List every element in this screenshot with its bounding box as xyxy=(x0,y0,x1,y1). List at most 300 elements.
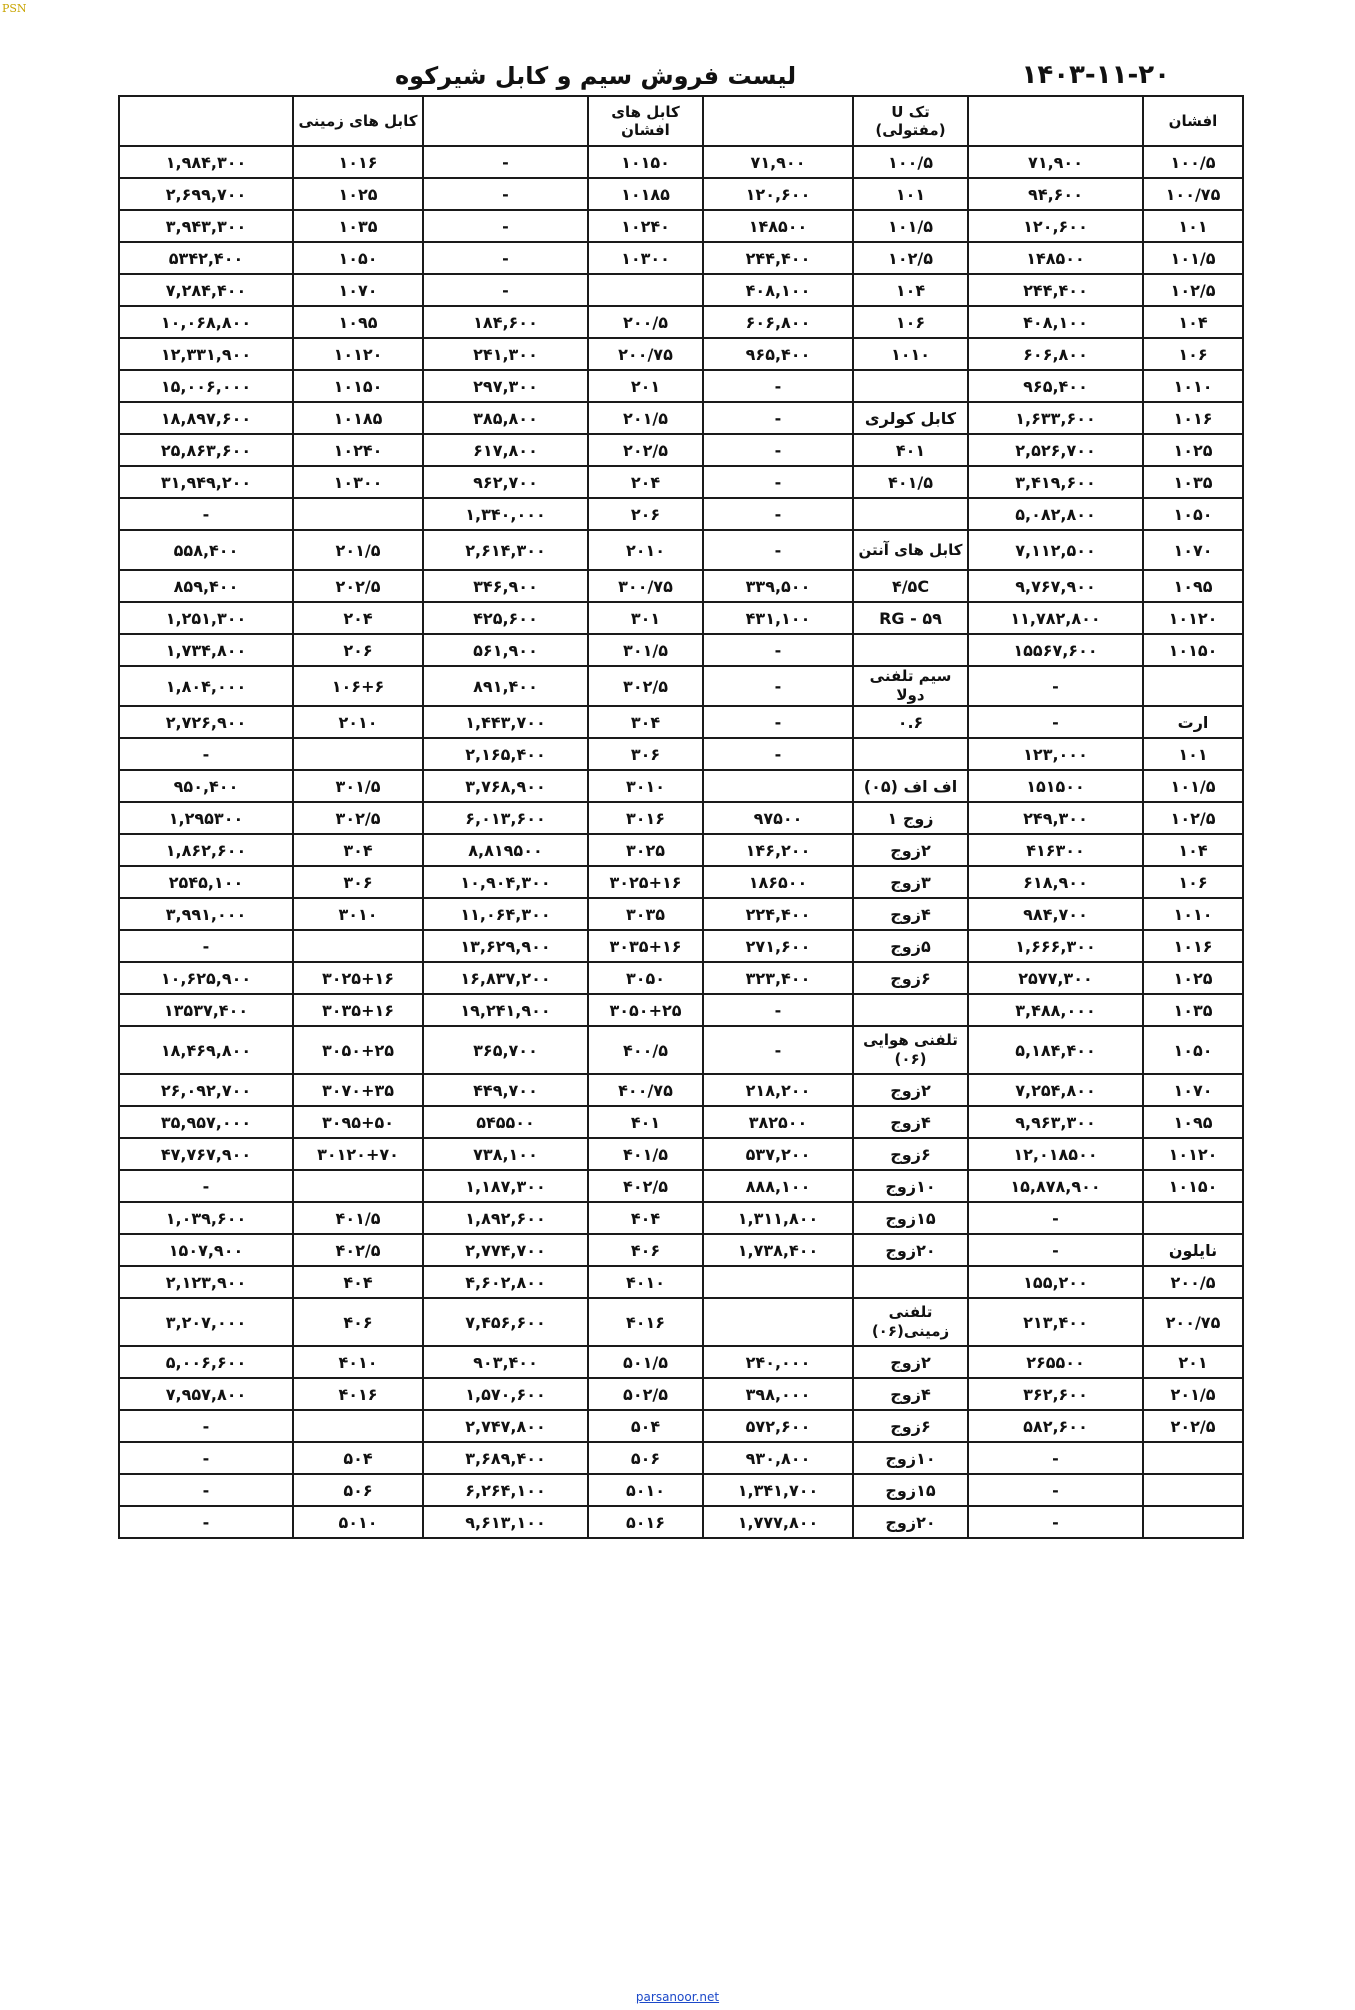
table-cell: ۱۰۱۲۰ xyxy=(1143,1138,1243,1170)
table-cell: ۳۳۹,۵۰۰ xyxy=(703,570,853,602)
table-cell: تلفنی زمینی(۰۶) xyxy=(853,1298,968,1346)
table-cell: ۱۵۰۷,۹۰۰ xyxy=(119,1234,293,1266)
table-cell: ۱,۳۴۰,۰۰۰ xyxy=(423,498,588,530)
table-cell: ۳۰۴ xyxy=(588,706,703,738)
column-header: کابل های افشان xyxy=(588,96,703,146)
column-header xyxy=(423,96,588,146)
table-cell: ۱۰۲۵ xyxy=(293,178,423,210)
table-cell xyxy=(703,770,853,802)
table-cell: ۲۰۴ xyxy=(588,466,703,498)
table-cell: ۱,۸۶۲,۶۰۰ xyxy=(119,834,293,866)
table-cell: - xyxy=(703,666,853,706)
website-link[interactable]: parsanoor.net xyxy=(635,1990,720,2004)
table-cell: ۳,۴۸۸,۰۰۰ xyxy=(968,994,1143,1026)
table-cell: کابل های آنتن xyxy=(853,530,968,570)
table-cell: ۳۰۲۵+۱۶ xyxy=(588,866,703,898)
table-cell: ۳۹۸,۰۰۰ xyxy=(703,1378,853,1410)
table-cell xyxy=(1143,1442,1243,1474)
table-cell: ۴۴۹,۷۰۰ xyxy=(423,1074,588,1106)
table-row xyxy=(119,1346,1243,1378)
table-cell: - xyxy=(119,498,293,530)
table-cell: - xyxy=(423,274,588,306)
price-table xyxy=(118,95,1244,1539)
table-cell: ۰.۶ xyxy=(853,706,968,738)
table-cell: ۱۰زوج xyxy=(853,1442,968,1474)
table-cell: ۱۰۷۰ xyxy=(293,274,423,306)
table-cell: تلفنی هوایی (۰۶) xyxy=(853,1026,968,1074)
table-cell: ۲۰۶ xyxy=(293,634,423,666)
table-cell: ۱۰۱/۵ xyxy=(853,210,968,242)
table-cell: - xyxy=(119,1506,293,1538)
table-cell: ۶۱۷,۸۰۰ xyxy=(423,434,588,466)
table-cell: ۴۲۵,۶۰۰ xyxy=(423,602,588,634)
table-cell: ۲,۶۱۴,۳۰۰ xyxy=(423,530,588,570)
table-cell: ۶۰۶,۸۰۰ xyxy=(703,306,853,338)
table-cell: ۵۰۴ xyxy=(588,1410,703,1442)
table-row xyxy=(119,498,1243,530)
table-cell xyxy=(853,738,968,770)
table-row xyxy=(119,210,1243,242)
table-cell: ۴۰۱۶ xyxy=(588,1298,703,1346)
table-cell: ۱۰۳۵ xyxy=(1143,466,1243,498)
table-cell: ۲۰۱/۵ xyxy=(293,530,423,570)
table-cell: ۲۴۱,۳۰۰ xyxy=(423,338,588,370)
table-cell: ۱,۳۱۱,۸۰۰ xyxy=(703,1202,853,1234)
table-row xyxy=(119,930,1243,962)
table-cell: ۷,۱۱۲,۵۰۰ xyxy=(968,530,1143,570)
table-row xyxy=(119,1474,1243,1506)
table-row xyxy=(119,1378,1243,1410)
table-cell: ۳,۴۱۹,۶۰۰ xyxy=(968,466,1143,498)
table-cell xyxy=(853,994,968,1026)
table-cell: ۱۰۱۰ xyxy=(1143,370,1243,402)
table-cell: ۷۳۸,۱۰۰ xyxy=(423,1138,588,1170)
table-cell: ۱,۰۳۹,۶۰۰ xyxy=(119,1202,293,1234)
table-cell: ۱,۲۹۵۳۰۰ xyxy=(119,802,293,834)
table-cell: ۳۰۴ xyxy=(293,834,423,866)
table-cell: - xyxy=(119,1442,293,1474)
table-cell: ۵۰۲/۵ xyxy=(588,1378,703,1410)
table-cell: ۲۰۰/۷۵ xyxy=(588,338,703,370)
table-cell: ۱۰۶ xyxy=(1143,338,1243,370)
table-cell: ۳۵,۹۵۷,۰۰۰ xyxy=(119,1106,293,1138)
table-cell: ۲۰۲/۵ xyxy=(293,570,423,602)
table-cell: ۱۰۵۰ xyxy=(1143,498,1243,530)
table-cell: ۱۰۱۶ xyxy=(293,146,423,178)
table-cell: ۱۰۹۵ xyxy=(1143,570,1243,602)
table-cell: ۱۰۱۶ xyxy=(1143,930,1243,962)
table-cell: ۱۰۹۵ xyxy=(1143,1106,1243,1138)
table-cell: ۳۰۲/۵ xyxy=(588,666,703,706)
table-cell: ۳۰۷۰+۳۵ xyxy=(293,1074,423,1106)
table-cell xyxy=(1143,666,1243,706)
date-label: ۱۴۰۳-۱۱-۲۰ xyxy=(1021,60,1170,90)
table-cell xyxy=(1143,1202,1243,1234)
table-cell: - xyxy=(703,530,853,570)
table-cell: ۱۰,۶۲۵,۹۰۰ xyxy=(119,962,293,994)
table-cell xyxy=(703,1266,853,1298)
table-cell: ۹۸۴,۷۰۰ xyxy=(968,898,1143,930)
table-cell: ۱۰۱۸۵ xyxy=(293,402,423,434)
table-cell: ۱۰۵۰ xyxy=(293,242,423,274)
table-cell: ۱۸,۴۶۹,۸۰۰ xyxy=(119,1026,293,1074)
table-cell: ۳۰۱۰ xyxy=(293,898,423,930)
table-cell: ۲۷۱,۶۰۰ xyxy=(703,930,853,962)
table-cell: - xyxy=(968,706,1143,738)
table-cell xyxy=(1143,1474,1243,1506)
table-cell: ۲۴۹,۳۰۰ xyxy=(968,802,1143,834)
table-cell: نایلون xyxy=(1143,1234,1243,1266)
table-row xyxy=(119,1410,1243,1442)
table-cell: ۱۰۲۵ xyxy=(1143,434,1243,466)
table-row xyxy=(119,570,1243,602)
table-cell: - xyxy=(423,242,588,274)
table-cell: - xyxy=(703,738,853,770)
table-cell: - xyxy=(968,1202,1143,1234)
table-cell: ۸۹۱,۴۰۰ xyxy=(423,666,588,706)
table-cell: ۴۱۶۳۰۰ xyxy=(968,834,1143,866)
table-cell: ۲زوج xyxy=(853,1074,968,1106)
table-cell xyxy=(293,1410,423,1442)
table-cell: ۲۰۱/۵ xyxy=(588,402,703,434)
table-cell: ۳۰۵۰ xyxy=(588,962,703,994)
table-cell: ۴۰۶ xyxy=(588,1234,703,1266)
table-cell: ۴۰۱۰ xyxy=(588,1266,703,1298)
table-cell: ۱۵زوج xyxy=(853,1474,968,1506)
table-cell: ۱۵زوج xyxy=(853,1202,968,1234)
table-cell: ۳۲۳,۴۰۰ xyxy=(703,962,853,994)
table-cell: ۲۰۱ xyxy=(588,370,703,402)
table-cell: ۴۰۴ xyxy=(293,1266,423,1298)
table-cell: ۶۱۸,۹۰۰ xyxy=(968,866,1143,898)
table-cell: ۲,۶۹۹,۷۰۰ xyxy=(119,178,293,210)
column-header xyxy=(119,96,293,146)
table-row xyxy=(119,338,1243,370)
table-cell: ۱۵۵۶۷,۶۰۰ xyxy=(968,634,1143,666)
table-cell: ۳۰۵۰+۲۵ xyxy=(588,994,703,1026)
table-cell: ۵۰۶ xyxy=(588,1442,703,1474)
table-cell: ۳۸۲۵۰۰ xyxy=(703,1106,853,1138)
table-cell: ۹۴,۶۰۰ xyxy=(968,178,1143,210)
table-row xyxy=(119,634,1243,666)
table-cell: ۲۰۱۰ xyxy=(293,706,423,738)
table-cell: - xyxy=(703,370,853,402)
table-cell: ۱۰زوج xyxy=(853,1170,968,1202)
table-row xyxy=(119,994,1243,1026)
table-cell: - xyxy=(119,1170,293,1202)
table-cell: ۴۰۱/۵ xyxy=(588,1138,703,1170)
table-cell: ۱۰۳۰۰ xyxy=(588,242,703,274)
table-cell: ۲۰۱۰ xyxy=(588,530,703,570)
table-cell: ۴۰۱ xyxy=(588,1106,703,1138)
table-cell: ۳۱,۹۴۹,۲۰۰ xyxy=(119,466,293,498)
watermark-label: PSN xyxy=(2,2,27,15)
table-cell: ۲۴۴,۴۰۰ xyxy=(968,274,1143,306)
table-cell: ۳۰۵۰+۲۵ xyxy=(293,1026,423,1074)
table-cell: ۲۹۷,۳۰۰ xyxy=(423,370,588,402)
table-cell: ۱۳۵۳۷,۴۰۰ xyxy=(119,994,293,1026)
table-cell: ۲۰۰/۵ xyxy=(588,306,703,338)
table-cell: ۲۰۱/۵ xyxy=(1143,1378,1243,1410)
table-cell: ۱۰۵۰ xyxy=(1143,1026,1243,1074)
table-cell: ارت xyxy=(1143,706,1243,738)
table-cell: ۱۰۴ xyxy=(1143,834,1243,866)
table-cell: ۱۸,۸۹۷,۶۰۰ xyxy=(119,402,293,434)
table-cell: ۸,۸۱۹۵۰۰ xyxy=(423,834,588,866)
table-cell xyxy=(588,274,703,306)
table-cell: ۱,۷۷۷,۸۰۰ xyxy=(703,1506,853,1538)
table-cell: ۱۰۱/۵ xyxy=(1143,770,1243,802)
table-cell: ۱۰۶+۶ xyxy=(293,666,423,706)
table-cell: ۳۰۱/۵ xyxy=(293,770,423,802)
table-cell: ۲۱۳,۴۰۰ xyxy=(968,1298,1143,1346)
table-cell: ۱۴۶,۲۰۰ xyxy=(703,834,853,866)
table-cell: ۷,۴۵۶,۶۰۰ xyxy=(423,1298,588,1346)
table-cell: ۳۰۱/۵ xyxy=(588,634,703,666)
table-cell: ۳۰۳۵+۱۶ xyxy=(293,994,423,1026)
table-row xyxy=(119,898,1243,930)
table-cell: ۹۶۵,۴۰۰ xyxy=(703,338,853,370)
table-row xyxy=(119,770,1243,802)
table-cell: ۴/۵C xyxy=(853,570,968,602)
table-cell: ۲۵۴۵,۱۰۰ xyxy=(119,866,293,898)
footer xyxy=(0,1990,1355,2004)
table-cell: اف اف (۰۵) xyxy=(853,770,968,802)
table-cell: - xyxy=(119,738,293,770)
table-cell: - xyxy=(703,634,853,666)
table-cell: RG - ۵۹ xyxy=(853,602,968,634)
table-cell: ۵,۱۸۴,۴۰۰ xyxy=(968,1026,1143,1074)
table-cell: ۳۰۹۵+۵۰ xyxy=(293,1106,423,1138)
table-cell: ۳۰۲۵+۱۶ xyxy=(293,962,423,994)
table-cell xyxy=(853,1266,968,1298)
table-cell: ۱۶,۸۳۷,۲۰۰ xyxy=(423,962,588,994)
table-cell: ۱۰۳۰۰ xyxy=(293,466,423,498)
table-cell: ۳۰۱۰ xyxy=(588,770,703,802)
table-cell: ۴زوج xyxy=(853,898,968,930)
table-row xyxy=(119,146,1243,178)
table-cell: ۱,۷۳۸,۴۰۰ xyxy=(703,1234,853,1266)
table-cell: ۷۱,۹۰۰ xyxy=(703,146,853,178)
table-cell: ۹۳۰,۸۰۰ xyxy=(703,1442,853,1474)
table-cell: ۷,۹۵۷,۸۰۰ xyxy=(119,1378,293,1410)
table-cell: ۶۰۶,۸۰۰ xyxy=(968,338,1143,370)
table-cell: - xyxy=(703,498,853,530)
table-cell: ۳۶۵,۷۰۰ xyxy=(423,1026,588,1074)
table-cell: ۷۱,۹۰۰ xyxy=(968,146,1143,178)
table-cell: ۴۰۲/۵ xyxy=(293,1234,423,1266)
table-cell: ۳۰۱۲۰+۷۰ xyxy=(293,1138,423,1170)
table-cell: ۴۰۱۶ xyxy=(293,1378,423,1410)
table-cell: ۳۰۳۵+۱۶ xyxy=(588,930,703,962)
table-cell: ۲,۷۲۶,۹۰۰ xyxy=(119,706,293,738)
table-row xyxy=(119,466,1243,498)
table-cell: ۱۰۱ xyxy=(1143,210,1243,242)
table-row xyxy=(119,274,1243,306)
table-cell xyxy=(1143,1506,1243,1538)
column-header: تک U (مفتولی) xyxy=(853,96,968,146)
table-cell: ۳۰۲/۵ xyxy=(293,802,423,834)
table-cell: ۳۰۰/۷۵ xyxy=(588,570,703,602)
table-cell: ۳۰۲۵ xyxy=(588,834,703,866)
table-cell: - xyxy=(968,1506,1143,1538)
table-cell: - xyxy=(423,178,588,210)
table-row xyxy=(119,178,1243,210)
table-cell: ۴۷,۷۶۷,۹۰۰ xyxy=(119,1138,293,1170)
table-cell: ۳۴۶,۹۰۰ xyxy=(423,570,588,602)
table-row xyxy=(119,1138,1243,1170)
table-cell: ۲۰۲/۵ xyxy=(588,434,703,466)
table-cell: ۱۰,۰۶۸,۸۰۰ xyxy=(119,306,293,338)
table-cell: ۱,۶۳۳,۶۰۰ xyxy=(968,402,1143,434)
table-cell xyxy=(853,634,968,666)
table-cell: سیم تلفنی دولا xyxy=(853,666,968,706)
table-cell: - xyxy=(423,146,588,178)
table-cell: ۷,۲۵۴,۸۰۰ xyxy=(968,1074,1143,1106)
table-cell: ۱۰۲۴۰ xyxy=(588,210,703,242)
table-row xyxy=(119,738,1243,770)
table-cell: ۹۰۳,۴۰۰ xyxy=(423,1346,588,1378)
table-cell: ۱۰۷۰ xyxy=(1143,1074,1243,1106)
table-cell: ۱۵,۸۷۸,۹۰۰ xyxy=(968,1170,1143,1202)
table-cell: ۲۶,۰۹۲,۷۰۰ xyxy=(119,1074,293,1106)
table-cell: ۲۰۰/۵ xyxy=(1143,1266,1243,1298)
table-cell: ۱۹,۲۴۱,۹۰۰ xyxy=(423,994,588,1026)
column-header: کابل های زمینی xyxy=(293,96,423,146)
table-cell: ۱۰۹۵ xyxy=(293,306,423,338)
table-cell: ۲۰زوج xyxy=(853,1506,968,1538)
table-cell: ۵۰۱۶ xyxy=(588,1506,703,1538)
table-cell: ۱۰۱۶ xyxy=(1143,402,1243,434)
table-cell: ۶زوج xyxy=(853,1138,968,1170)
table-row xyxy=(119,802,1243,834)
table-cell: ۱۰۱۸۵ xyxy=(588,178,703,210)
table-cell: ۱۲۰,۶۰۰ xyxy=(968,210,1143,242)
table-cell xyxy=(293,930,423,962)
table-cell: ۱۵۱۵۰۰ xyxy=(968,770,1143,802)
table-cell: ۴۰۱ xyxy=(853,434,968,466)
table-cell: ۲۰زوج xyxy=(853,1234,968,1266)
table-cell xyxy=(293,498,423,530)
table-cell: ۱۲۳,۰۰۰ xyxy=(968,738,1143,770)
table-cell: ۱۰۷۰ xyxy=(1143,530,1243,570)
table-cell: ۱۰۱۵۰ xyxy=(1143,634,1243,666)
table-cell: ۱,۸۹۲,۶۰۰ xyxy=(423,1202,588,1234)
table-cell: ۱۰۱/۵ xyxy=(1143,242,1243,274)
table-cell: - xyxy=(423,210,588,242)
table-cell: ۹,۶۱۳,۱۰۰ xyxy=(423,1506,588,1538)
table-row xyxy=(119,434,1243,466)
table-cell: ۳۰۳۵ xyxy=(588,898,703,930)
table-cell: ۳۰۱ xyxy=(588,602,703,634)
table-row xyxy=(119,1266,1243,1298)
table-cell: ۱,۹۸۴,۳۰۰ xyxy=(119,146,293,178)
table-cell: - xyxy=(119,930,293,962)
table-cell: ۱۰۱۵۰ xyxy=(293,370,423,402)
table-cell: ۱۵۵,۲۰۰ xyxy=(968,1266,1143,1298)
table-cell: - xyxy=(703,434,853,466)
table-row xyxy=(119,370,1243,402)
table-cell: ۵زوج xyxy=(853,930,968,962)
page-title: لیست فروش سیم و کابل شیرکوه xyxy=(395,62,797,90)
table-cell: ۲۲۴,۴۰۰ xyxy=(703,898,853,930)
table-cell: ۵۰۴ xyxy=(293,1442,423,1474)
table-cell: ۱۰۰/۵ xyxy=(853,146,968,178)
table-cell: - xyxy=(119,1474,293,1506)
table-cell: - xyxy=(703,402,853,434)
table-row xyxy=(119,962,1243,994)
table-cell: ۵۸۲,۶۰۰ xyxy=(968,1410,1143,1442)
table-cell: ۱۰۴ xyxy=(1143,306,1243,338)
table-row xyxy=(119,602,1243,634)
table-cell: ۱۰۱ xyxy=(1143,738,1243,770)
table-cell: ۱۰۱۲۰ xyxy=(1143,602,1243,634)
table-cell: ۲۰۱ xyxy=(1143,1346,1243,1378)
table-row xyxy=(119,1026,1243,1074)
table-cell: ۱,۵۷۰,۶۰۰ xyxy=(423,1378,588,1410)
table-cell: ۱,۱۸۷,۳۰۰ xyxy=(423,1170,588,1202)
table-cell: ۳۶۲,۶۰۰ xyxy=(968,1378,1143,1410)
table-cell: ۹,۷۶۷,۹۰۰ xyxy=(968,570,1143,602)
table-cell: ۲۰۶ xyxy=(588,498,703,530)
table-cell: ۲,۷۷۴,۷۰۰ xyxy=(423,1234,588,1266)
table-cell: ۱۰۶ xyxy=(853,306,968,338)
table-cell: ۲۱۸,۲۰۰ xyxy=(703,1074,853,1106)
table-row xyxy=(119,834,1243,866)
table-cell: ۲۰۰/۷۵ xyxy=(1143,1298,1243,1346)
table-cell: - xyxy=(968,1234,1143,1266)
table-cell: ۱۸۶۵۰۰ xyxy=(703,866,853,898)
table-cell: ۵,۰۰۶,۶۰۰ xyxy=(119,1346,293,1378)
table-cell: ۱,۸۰۴,۰۰۰ xyxy=(119,666,293,706)
table-cell: ۱۴۸۵۰۰ xyxy=(703,210,853,242)
table-cell: ۱۰۱۰ xyxy=(853,338,968,370)
table-row xyxy=(119,530,1243,570)
table-cell: ۴زوج xyxy=(853,1378,968,1410)
table-cell: ۱۰۲۴۰ xyxy=(293,434,423,466)
table-cell: ۴۳۱,۱۰۰ xyxy=(703,602,853,634)
header-row xyxy=(119,96,1243,146)
table-cell: ۲,۷۴۷,۸۰۰ xyxy=(423,1410,588,1442)
table-cell: ۴۰۶ xyxy=(293,1298,423,1346)
table-cell: ۴زوج xyxy=(853,1106,968,1138)
table-cell: ۴۰۲/۵ xyxy=(588,1170,703,1202)
table-cell: ۳۰۶ xyxy=(588,738,703,770)
table-row xyxy=(119,1234,1243,1266)
table-cell: - xyxy=(703,1026,853,1074)
table-cell: - xyxy=(703,466,853,498)
table-cell: ۶زوج xyxy=(853,1410,968,1442)
table-cell: ۱۰۳۵ xyxy=(1143,994,1243,1026)
table-cell: ۵۰۱/۵ xyxy=(588,1346,703,1378)
table-cell: ۶,۲۶۴,۱۰۰ xyxy=(423,1474,588,1506)
table-cell: - xyxy=(703,994,853,1026)
table-cell: ۴۰۱۰ xyxy=(293,1346,423,1378)
table-cell: ۱۰۳۵ xyxy=(293,210,423,242)
table-cell: ۲,۱۶۵,۴۰۰ xyxy=(423,738,588,770)
table-cell: ۶زوج xyxy=(853,962,968,994)
table-cell: ۱۱,۰۶۴,۳۰۰ xyxy=(423,898,588,930)
table-cell: ۹۵۰,۴۰۰ xyxy=(119,770,293,802)
table-cell: ۹۷۵۰۰ xyxy=(703,802,853,834)
table-cell: ۴۰۴ xyxy=(588,1202,703,1234)
table-row xyxy=(119,402,1243,434)
table-cell: ۵۰۱۰ xyxy=(588,1474,703,1506)
table-cell: ۱۴۸۵۰۰ xyxy=(968,242,1143,274)
column-header xyxy=(968,96,1143,146)
table-cell: ۵۳۷,۲۰۰ xyxy=(703,1138,853,1170)
table-cell: ۲۴۰,۰۰۰ xyxy=(703,1346,853,1378)
